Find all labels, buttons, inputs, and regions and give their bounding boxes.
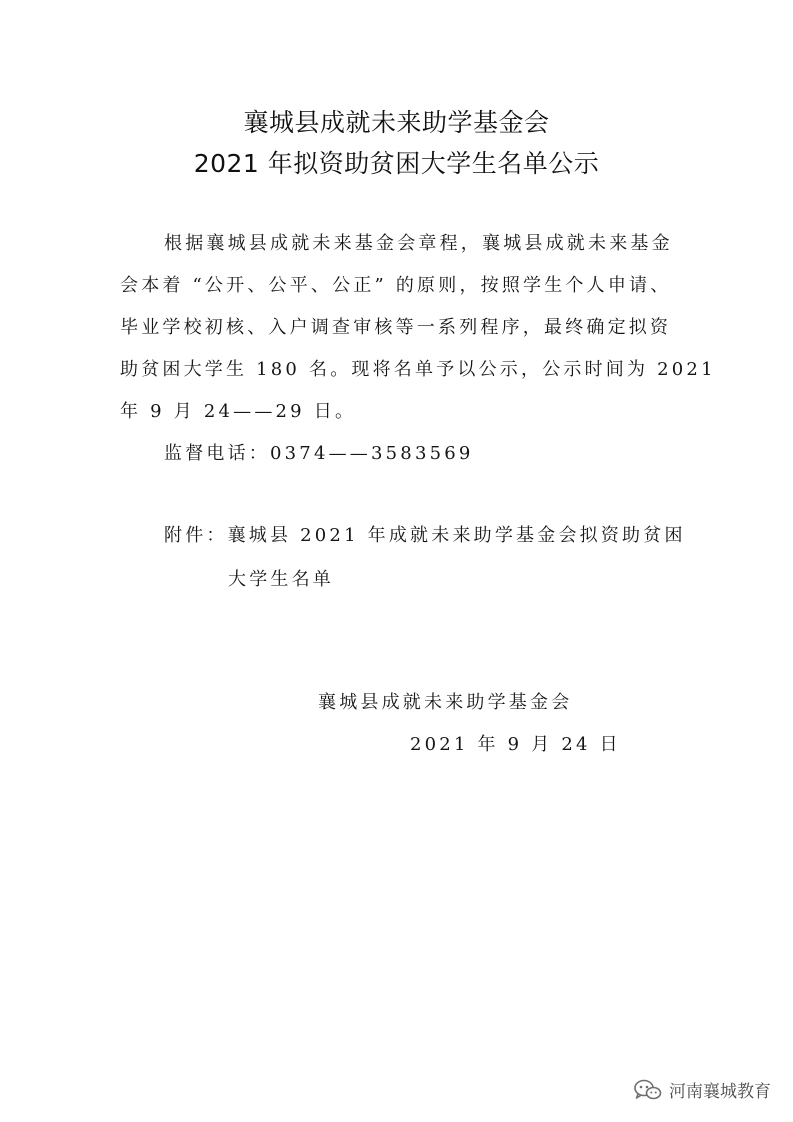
body-line-3: 毕业学校初核、入户调查审核等一系列程序，最终确定拟资 [120,317,672,338]
hotline-text: 监督电话：0374——3583569 [164,443,474,464]
body-line-5: 年 9 月 24——29 日。 [120,401,357,422]
body-line-2: 会本着 “公开、公平、公正” 的原则，按照学生个人申请、 [120,275,672,296]
watermark [633,1077,771,1102]
signature-org: 襄城县成就未来助学基金会 [318,692,573,713]
signature-date: 2021 年 9 月 24 日 [410,734,621,755]
document-title-line1: 襄城县成就未来助学基金会 [243,108,550,137]
attachment-line-1: 附件：襄城县 2021 年成就未来助学基金会拟资助贫困 [164,525,686,546]
wechat-icon [633,1078,663,1102]
body-line-4: 助贫困大学生 180 名。现将名单予以公示，公示时间为 2021 [120,359,716,380]
attachment-line-2: 大学生名单 [228,569,334,590]
watermark-text: 河南襄城教育 [669,1082,771,1102]
document-title-line2: 2021 年拟资助贫困大学生名单公示 [193,149,600,178]
body-line-1: 根据襄城县成就未来基金会章程，襄城县成就未来基金 [164,233,673,254]
